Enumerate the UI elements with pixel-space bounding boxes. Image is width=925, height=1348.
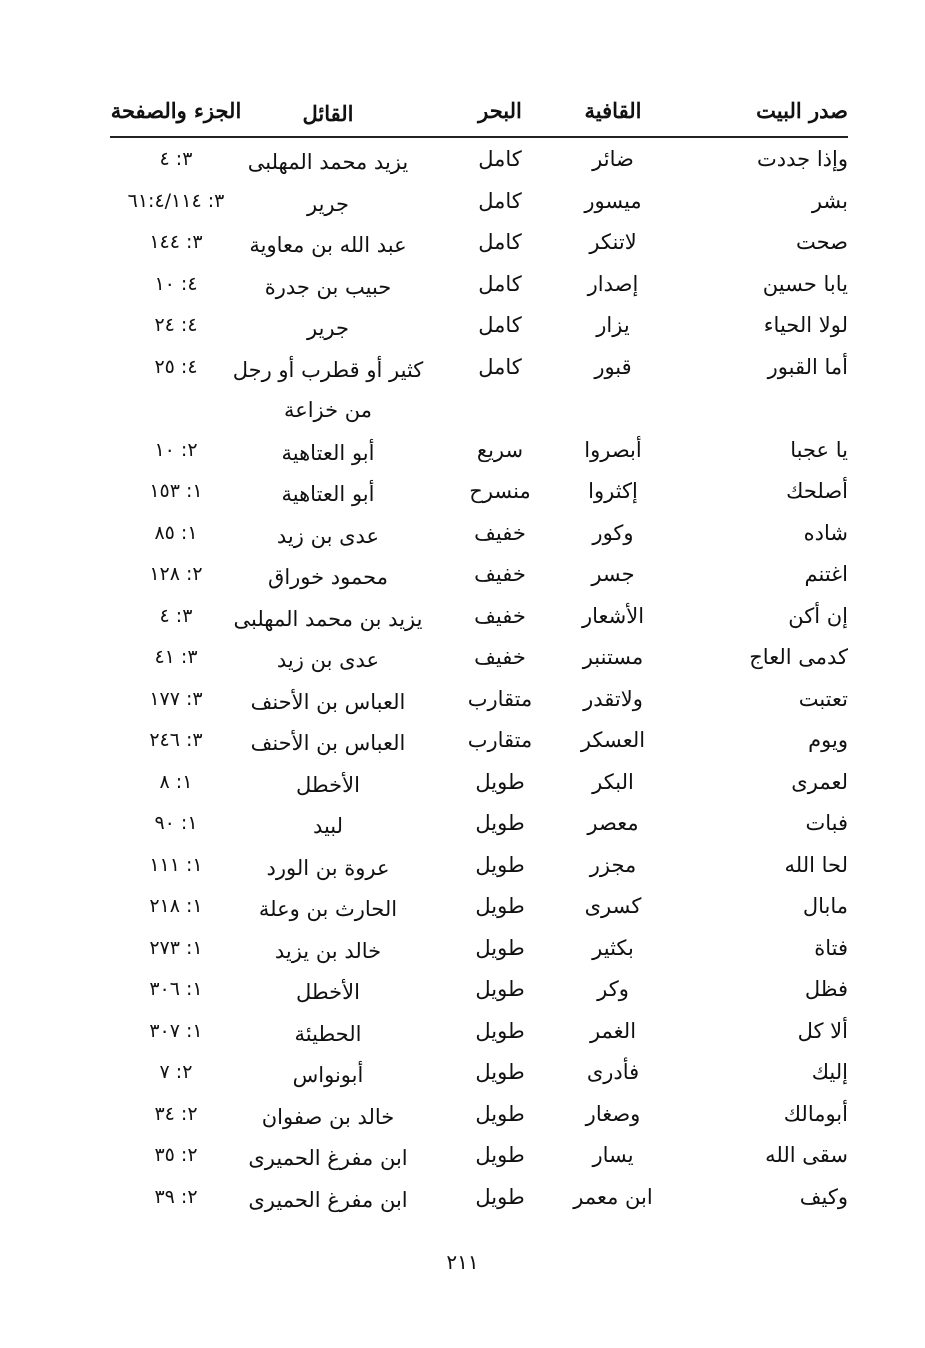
verse-cell: لولا الحياء <box>763 313 848 337</box>
meter-cell: طويل <box>475 811 525 835</box>
reference-cell: ١: ٨٥ <box>154 521 198 544</box>
poet-cell: جرير <box>307 316 349 340</box>
poet-cell: يزيد محمد المهلبى <box>247 150 409 174</box>
rhyme-cell: الأشعار <box>581 603 645 628</box>
meter-cell: طويل <box>475 1060 525 1084</box>
poet-cell: عبد الله بن معاوية <box>249 233 407 257</box>
verse-cell: إليك <box>811 1060 848 1084</box>
rhyme-cell: أبصروا <box>584 437 642 462</box>
poet-cell: العباس بن الأحنف <box>250 731 406 755</box>
rhyme-cell: ضائر <box>592 147 634 171</box>
rhyme-cell: معصر <box>587 811 639 835</box>
poet-cell: الحطيئة <box>294 1021 362 1046</box>
meter-cell: متقارب <box>467 686 533 711</box>
verse-cell: مابال <box>802 894 848 918</box>
poet-cell: حبيب بن جدرة <box>264 274 392 299</box>
table-row <box>110 968 848 1010</box>
verse-cell: يا عجبا <box>790 437 848 462</box>
meter-cell: طويل <box>475 1184 525 1209</box>
reference-cell: ٣: ١٤٤ <box>149 231 203 253</box>
verse-cell: شاده <box>803 520 848 545</box>
verse-cell: اغتنم <box>804 562 848 586</box>
reference-cell: ٢: ٣٥ <box>154 1144 198 1166</box>
table-row <box>110 138 848 180</box>
poet-cell: الأخطل <box>296 980 360 1004</box>
header-verse: صدر البيت <box>756 98 848 123</box>
meter-cell: خفيف <box>474 645 526 669</box>
poet-cell: أبو العتاهية <box>281 482 375 506</box>
rhyme-cell: مجزر <box>589 852 637 877</box>
reference-cell: ٢: ١٢٨ <box>149 563 203 585</box>
rhyme-cell: مستنبر <box>582 645 644 669</box>
table-row <box>110 553 848 595</box>
rhyme-cell: ميسور <box>584 188 642 213</box>
poet-cell: عدى بن زيد <box>276 523 380 548</box>
meter-cell: كامل <box>478 354 522 379</box>
rhyme-cell: إكثروا <box>588 479 638 503</box>
rhyme-cell: وكور <box>592 520 634 545</box>
reference-cell: ٤: ٢٤ <box>154 314 198 336</box>
verse-cell: بشر <box>811 188 848 213</box>
rhyme-cell: العسكر <box>580 728 646 752</box>
table-row <box>110 1134 848 1176</box>
poet-cell: ابن مفرغ الحميرى <box>248 1146 408 1170</box>
table-row <box>110 470 848 512</box>
meter-cell: طويل <box>475 894 525 918</box>
verse-cell: أما القبور <box>767 354 848 379</box>
meter-cell: خفيف <box>474 603 526 628</box>
poet-cell: ابن مفرغ الحميرى <box>248 1187 408 1212</box>
reference-cell: ٣: ٢٤٦ <box>149 729 203 751</box>
rhyme-cell: البكر <box>592 769 634 794</box>
rhyme-cell: وكر <box>597 977 629 1001</box>
reference-cell: ١: ٨ <box>159 770 193 793</box>
meter-cell: طويل <box>475 1018 525 1043</box>
reference-cell: ١: ١١١ <box>149 853 203 876</box>
meter-cell: منسرح <box>469 479 531 503</box>
rhyme-cell: يسار <box>592 1143 634 1167</box>
rhyme-cell: جسر <box>591 562 635 586</box>
poet-cell: عدى بن زيد <box>276 648 380 672</box>
verse-cell: لحا الله <box>784 852 848 877</box>
meter-cell: كامل <box>478 188 522 213</box>
verse-cell: إن أكن <box>788 603 848 628</box>
table-row <box>110 346 848 429</box>
rhyme-cell: بكثير <box>592 935 634 960</box>
meter-cell: متقارب <box>467 728 533 752</box>
table-row <box>110 636 848 678</box>
verse-cell: وإذا جددت <box>757 147 848 171</box>
verse-cell: كدمى العاج <box>749 645 848 669</box>
rhyme-cell: ابن معمر <box>573 1184 653 1209</box>
table-row <box>110 927 848 969</box>
reference-cell: ٤: ١٠ <box>154 272 198 295</box>
rhyme-cell: ولاتقدر <box>583 686 643 711</box>
reference-cell: ١: ٩٠ <box>154 812 198 834</box>
reference-cell: ٤: ٢٥ <box>154 355 198 378</box>
rhyme-cell: إصدار <box>587 271 639 296</box>
rhyme-cell: الغمر <box>589 1018 637 1043</box>
poet-cell: الأخطل <box>296 772 360 797</box>
verse-cell: لعمرى <box>791 769 848 794</box>
meter-cell: كامل <box>478 147 522 171</box>
reference-cell: ٢: ٣٤ <box>154 1102 198 1125</box>
table-row <box>110 263 848 305</box>
table-row <box>110 429 848 471</box>
table-row <box>110 761 848 803</box>
reference-cell: ٣: ١٧٧ <box>149 687 203 710</box>
meter-cell: طويل <box>475 935 525 960</box>
verse-cell: أصلحك <box>786 479 848 503</box>
verse-cell: فتاة <box>814 935 848 960</box>
meter-cell: سريع <box>476 437 524 462</box>
verse-cell: فظل <box>804 977 848 1001</box>
meter-cell: كامل <box>478 313 522 337</box>
table-row <box>110 221 848 263</box>
table-row <box>110 802 848 844</box>
meter-cell: كامل <box>478 230 522 254</box>
poet-cell: محمود خوراق <box>268 565 388 589</box>
reference-cell: ١: ٣٠٧ <box>149 1019 203 1042</box>
reference-cell: ٢: ٣٩ <box>154 1185 198 1208</box>
poet-cell: أبونواس <box>292 1063 364 1087</box>
meter-cell: خفيف <box>474 520 526 545</box>
page-number: ٢١١ <box>446 1250 479 1274</box>
table-row <box>110 844 848 886</box>
rhyme-cell: فأدرى <box>586 1060 640 1084</box>
verse-cell: ويوم <box>808 728 848 752</box>
meter-cell: طويل <box>475 852 525 877</box>
meter-cell: كامل <box>478 271 522 296</box>
verse-cell: سقى الله <box>765 1143 848 1167</box>
reference-cell: ١: ١٥٣ <box>149 480 203 502</box>
rhyme-cell: لاتنكر <box>589 230 637 254</box>
table-header <box>110 92 848 132</box>
table-row <box>110 595 848 637</box>
poet-cell: الحارث بن وعلة <box>258 897 398 921</box>
table-row <box>110 1010 848 1052</box>
poet-cell: عروة بن الورد <box>266 855 390 880</box>
table-row <box>110 1051 848 1093</box>
reference-cell: ٣: ٤ <box>159 148 193 170</box>
table-row <box>110 885 848 927</box>
meter-cell: طويل <box>475 1101 525 1126</box>
verse-cell: وكيف <box>799 1184 848 1209</box>
rhyme-cell: يزار <box>596 313 630 337</box>
verse-cell: فبات <box>805 811 848 835</box>
header-rhyme: القافية <box>584 98 642 123</box>
header-meter: البحر <box>478 98 522 123</box>
table-row <box>110 719 848 761</box>
poet-cell: جرير <box>307 191 349 216</box>
reference-cell: ٣: ٤١ <box>154 646 198 668</box>
table-row <box>110 512 848 554</box>
meter-cell: طويل <box>475 1143 525 1167</box>
poet-cell: يزيد بن محمد المهلبى <box>233 606 423 631</box>
verse-cell: ألا كل <box>797 1018 848 1043</box>
table-body <box>110 138 848 1217</box>
verse-cell: يابا حسين <box>762 271 848 296</box>
header-poet: القائل <box>302 101 354 126</box>
rhyme-cell: وصغار <box>585 1101 641 1126</box>
table-row <box>110 304 848 346</box>
reference-cell: ٢: ١٠ <box>154 438 198 461</box>
poet-cell: العباس بن الأحنف <box>250 689 406 714</box>
reference-cell: ٢: ٧ <box>159 1061 193 1083</box>
reference-cell: ٣: ٤ <box>159 604 193 627</box>
table-row <box>110 180 848 222</box>
poet-cell: كثير أو قطرب أو رجل من خزاعة <box>232 357 424 422</box>
reference-cell: ١: ٢١٨ <box>149 895 203 917</box>
reference-cell: ١: ٢٧٣ <box>149 936 203 959</box>
poet-cell: أبو العتاهية <box>281 440 375 465</box>
poet-cell: لبيد <box>312 814 344 838</box>
reference-cell: ٣: ٦١:٤/١١٤ <box>127 189 225 212</box>
verse-cell: تعتبت <box>798 686 848 711</box>
verse-cell: صحت <box>795 230 848 254</box>
meter-cell: طويل <box>475 977 525 1001</box>
reference-cell: ١: ٣٠٦ <box>149 978 203 1000</box>
table-row <box>110 1093 848 1135</box>
table-row <box>110 1176 848 1218</box>
table-row <box>110 678 848 720</box>
verse-cell: أبومالك <box>783 1101 848 1126</box>
meter-cell: خفيف <box>474 562 526 586</box>
poet-cell: خالد بن صفوان <box>261 1104 395 1129</box>
meter-cell: طويل <box>475 769 525 794</box>
rhyme-cell: قبور <box>594 354 632 379</box>
rhyme-cell: كسرى <box>584 894 642 918</box>
poet-cell: خالد بن يزيد <box>274 938 382 963</box>
header-ref: الجزء والصفحة <box>110 98 242 123</box>
